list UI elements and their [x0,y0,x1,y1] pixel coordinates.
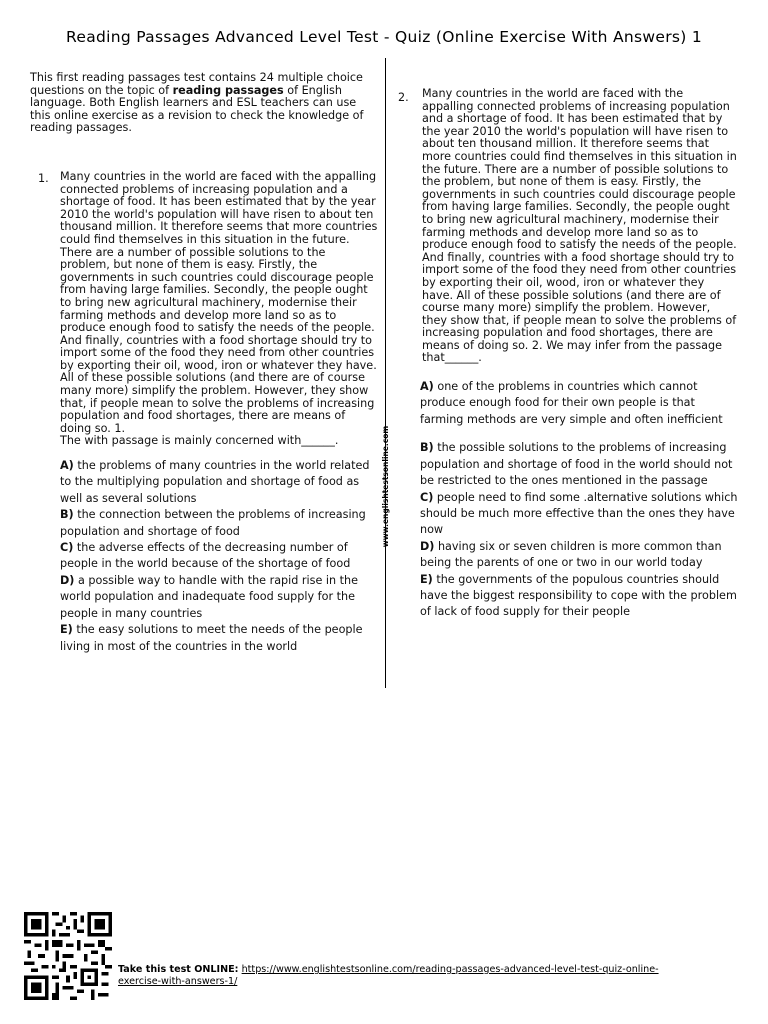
answer-option[interactable] [420,379,738,428]
answer-options [420,379,738,621]
passage-text: Many countries in the world are faced with the appalling connected problems of increasing population and a shortage of food. It has been estimated that by the year 2010 the world's population will have risen to about ten thousand million. It therefore seems that more countries could find themselves in this situation in the future. There are a number of possible solutions to the problem, but none of them is easy. Firstly, the governments in such countries could discourage people from having large families. Secondly, the people ought to bring new agricultural machinery, modernise their farming methods and develop more land so as to produce enough food to satisfy the needs of the people. And finally, countries with a food shortage should try to import some of the food they need from other countries by exporting their oil, wood, iron or whatever they have. All of these possible solutions (and there are of course many more) simplify the problem. However, they show that, if people mean to solve the problems of increasing population and food shortages, there are means of doing so. 2. We may infer from the passage that______. [422,87,737,365]
option-letter: D) [60,573,75,587]
answer-option[interactable] [60,540,378,573]
option-text: one of the problems in countries which cannot produce enough food for their own people is that farming methods are very simple and often inefficient [420,380,723,426]
answer-option[interactable] [60,458,378,507]
footer-label: Take this test ONLINE: [118,964,239,975]
side-watermark-url [377,420,395,552]
option-letter: C) [420,490,434,504]
question-passage [60,171,378,448]
answer-option[interactable] [420,440,738,489]
option-letter: E) [420,572,433,586]
answer-option[interactable] [420,539,738,572]
intro-text-after: of English language. Both English learners and ESL teachers can use this online exercise as a revision to check the knowledge of reading passages. [30,83,364,135]
intro-text-before: This first reading passages test contains 24 multiple choice questions on the topic of [30,71,363,97]
question-prompt: The with passage is mainly concerned with______. [60,434,339,448]
answer-option[interactable] [420,572,738,621]
option-text: the possible solutions to the problems of increasing population and shortage of food in the world should not be restricted to the ones mentioned in the passage [420,441,733,488]
passage-text: Many countries in the world are faced with the appalling connected problems of increasing population and a shortage of food. It has been estimated that by the year 2010 the world's population will have risen to about ten thousand million. It therefore seems that more countries could find themselves in this situation in the future. There are a number of possible solutions to the problem, but none of them is easy. Firstly, the governments in such countries could discourage people from having large families. Secondly, the people ought to bring new agricultural machinery, modernise their farming methods and develop more land so as to produce enough food to satisfy the needs of the people. And finally, countries with a food shortage should try to import some of the food they need from other countries by exporting their oil, wood, iron or whatever they have. All of these possible solutions (and there are of course many more) simplify the problem. However, they show that, if people mean to solve the problems of increasing population and food shortages, there are means of doing so. 1. [60,169,378,435]
option-letter: C) [60,541,74,555]
intro-text-bold: reading passages [172,83,284,97]
option-letter: E) [60,623,73,637]
option-text: the governments of the populous countries should have the biggest responsibility to cope with the problem of lack of food supply for their people [420,572,737,619]
answer-option[interactable] [60,573,378,622]
option-text: having six or seven children is more common than being the parents of one or two in our world today [420,539,722,570]
footer-link-text [118,964,678,988]
option-letter: B) [420,441,434,455]
question-passage [422,88,738,365]
left-column [30,72,378,655]
intro-paragraph [30,72,378,135]
side-watermark-text: www.englishtestsonline.com [381,425,391,547]
question-2 [398,88,738,365]
answer-option[interactable] [420,490,738,539]
right-column [398,88,738,621]
question-1 [30,171,378,448]
option-text: the problems of many countries in the world related to the multiplying population and shortage of food as well as several solutions [60,459,370,505]
answer-option[interactable] [60,507,378,540]
column-divider [385,58,386,688]
option-letter: A) [420,380,434,394]
qr-code-icon[interactable] [22,912,114,1000]
option-letter: B) [60,508,74,522]
option-text: the adverse effects of the decreasing number of people in the world because of the shortage of food [60,541,351,571]
option-letter: D) [420,539,435,553]
question-number: 2. [398,91,409,104]
question-number: 1. [38,171,49,185]
test-url-link[interactable]: https://www.englishtestsonline.com/reading-passages-advanced-level-test-quiz-online-exercise-with-answers-1/ [118,964,659,987]
answer-option[interactable] [60,622,378,655]
option-text: people need to find some .alternative solutions which should be much more effective than the ones they have now [420,490,738,537]
option-text: the connection between the problems of increasing population and shortage of food [60,508,366,538]
page-title: Reading Passages Advanced Level Test - Quiz (Online Exercise With Answers) 1 [65,28,703,46]
footer [22,912,752,1002]
option-letter: A) [60,459,74,473]
option-text: the easy solutions to meet the needs of the people living in most of the countries in the world [60,623,363,653]
option-text: a possible way to handle with the rapid rise in the world population and inadequate food supply for the people in many countries [60,573,359,620]
answer-options [60,458,378,655]
